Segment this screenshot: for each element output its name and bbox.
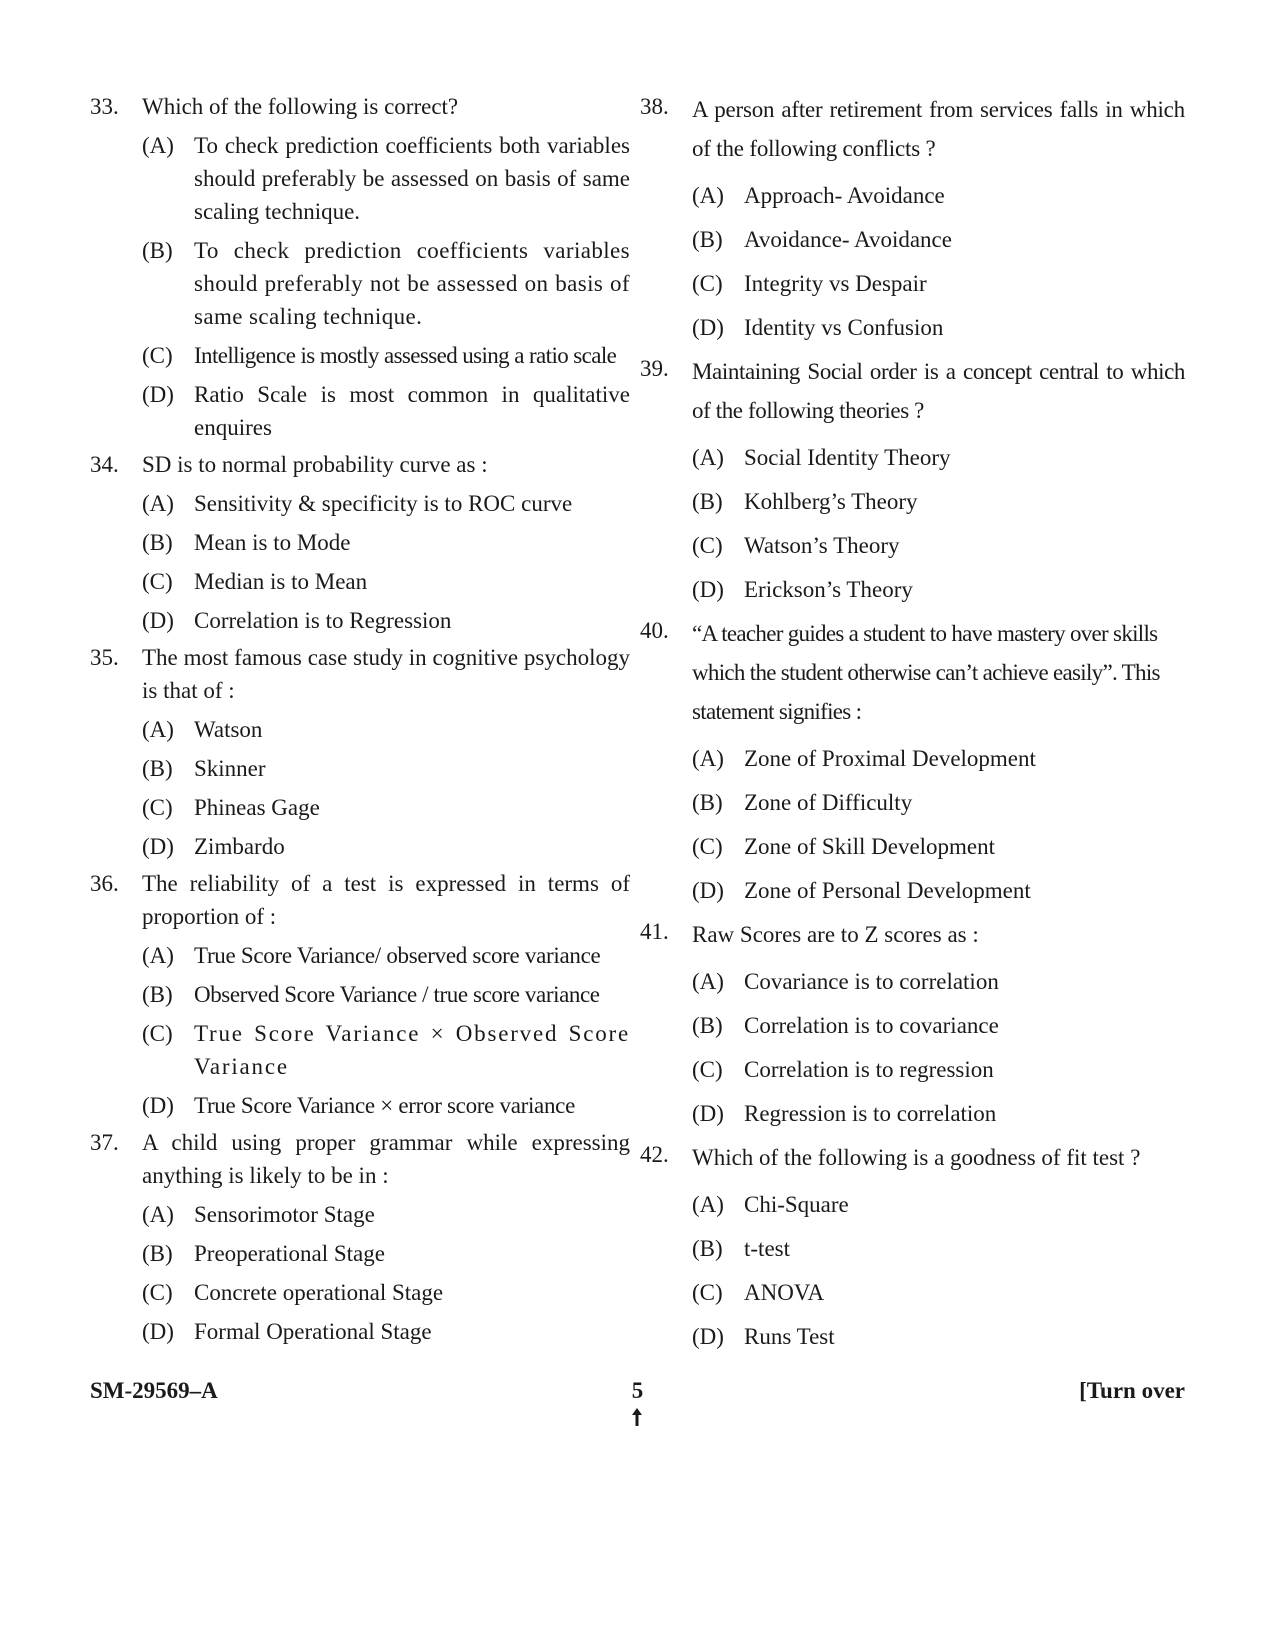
option-text: Regression is to correlation [744, 1101, 997, 1126]
option-label: (D) [692, 1324, 724, 1349]
option-text: Integrity vs Despair [744, 271, 927, 296]
option-a [692, 441, 1185, 474]
question-40 [640, 614, 1185, 907]
turn-over-label: [Turn over [1079, 1378, 1185, 1403]
option-text: t-test [744, 1236, 790, 1261]
option-text: Zone of Proximal Development [744, 746, 1036, 771]
option-label: (D) [692, 878, 724, 903]
option-label: (C) [142, 1280, 173, 1305]
option-text: Approach- Avoidance [744, 183, 945, 208]
option-text: Correlation is to regression [744, 1057, 994, 1082]
option-label: (D) [692, 315, 724, 340]
option-d [692, 311, 1185, 344]
option-d [142, 378, 630, 444]
right-column [640, 90, 1185, 1353]
left-column [90, 90, 630, 1348]
question-35 [90, 641, 630, 863]
option-text: Skinner [194, 756, 266, 781]
question-text: A person after retirement from services falls in which of the following conflicts ? [692, 97, 1185, 161]
option-text: Identity vs Confusion [744, 315, 944, 340]
question-text: Maintaining Social order is a concept central to which of the following theories ? [692, 359, 1185, 423]
option-text: Watson [194, 717, 263, 742]
question-41 [640, 915, 1185, 1130]
question-33 [90, 90, 630, 444]
option-label: (C) [142, 343, 173, 368]
option-label: (C) [692, 834, 723, 859]
option-text: Median is to Mean [194, 569, 368, 594]
option-text: Avoidance- Avoidance [744, 227, 952, 252]
option-text: Social Identity Theory [744, 445, 951, 470]
option-label: (A) [142, 1202, 174, 1227]
option-text: True Score Variance × Observed Score Variance [194, 1021, 630, 1079]
option-b [142, 234, 630, 333]
option-label: (D) [142, 1093, 174, 1118]
question-36 [90, 867, 630, 1122]
option-label: (A) [692, 969, 724, 994]
option-text: Runs Test [744, 1324, 835, 1349]
option-text: Zone of Personal Development [744, 878, 1031, 903]
option-label: (B) [692, 489, 723, 514]
option-text: Concrete operational Stage [194, 1280, 444, 1305]
option-label: (C) [142, 1021, 173, 1046]
option-label: (D) [142, 1319, 174, 1344]
option-d [142, 1089, 630, 1122]
option-c [142, 791, 630, 824]
option-label: (A) [142, 943, 174, 968]
option-d [142, 830, 630, 863]
option-text: Kohlberg’s Theory [744, 489, 918, 514]
option-d [692, 573, 1185, 606]
option-b [692, 223, 1185, 256]
option-text: Correlation is to covariance [744, 1013, 999, 1038]
question-text: The most famous case study in cognitive psychology is that of : [142, 645, 630, 703]
option-b [692, 786, 1185, 819]
question-38 [640, 90, 1185, 344]
option-c [692, 830, 1185, 863]
page-footer [90, 1378, 1185, 1438]
option-c [692, 267, 1185, 300]
option-text: Erickson’s Theory [744, 577, 913, 602]
question-number: 41. [640, 919, 669, 944]
option-label: (D) [692, 1101, 724, 1126]
option-label: (A) [692, 746, 724, 771]
option-c [142, 339, 630, 372]
option-text: Mean is to Mode [194, 530, 351, 555]
option-a [142, 713, 630, 746]
question-number: 34. [90, 452, 119, 477]
option-text: Phineas Gage [194, 795, 320, 820]
option-label: (B) [692, 227, 723, 252]
arrow-up-icon [631, 1408, 643, 1426]
option-text: Correlation is to Regression [194, 608, 452, 633]
option-label: (C) [692, 1057, 723, 1082]
option-text: Zone of Difficulty [744, 790, 913, 815]
option-label: (C) [142, 795, 173, 820]
question-text: “A teacher guides a student to have mastery over skills which the student otherwise can’t achieve easily”. This statement signifies : [692, 621, 1160, 724]
option-b [142, 752, 630, 785]
option-c [142, 565, 630, 598]
option-a [142, 487, 630, 520]
option-d [692, 1320, 1185, 1353]
option-label: (A) [142, 133, 174, 158]
option-d [142, 1315, 630, 1348]
option-text: Sensitivity & specificity is to ROC curve [194, 491, 573, 516]
option-label: (D) [142, 382, 174, 407]
question-34 [90, 448, 630, 637]
option-label: (A) [692, 183, 724, 208]
option-a [142, 129, 630, 228]
question-42 [640, 1138, 1185, 1353]
option-c [692, 1276, 1185, 1309]
option-text: True Score Variance/ observed score variance [194, 943, 601, 968]
option-text: Observed Score Variance / true score variance [194, 982, 600, 1007]
option-label: (A) [692, 445, 724, 470]
option-text: Intelligence is mostly assessed using a ratio scale [194, 343, 617, 368]
option-label: (D) [142, 834, 174, 859]
option-d [692, 874, 1185, 907]
option-label: (C) [692, 1280, 723, 1305]
question-text: The reliability of a test is expressed in terms of proportion of : [142, 871, 630, 929]
option-a [692, 1188, 1185, 1221]
question-37 [90, 1126, 630, 1348]
option-label: (A) [692, 1192, 724, 1217]
option-label: (C) [692, 271, 723, 296]
page-number: 5 [631, 1378, 644, 1403]
option-label: (B) [142, 238, 173, 263]
option-a [142, 1198, 630, 1231]
option-text: Sensorimotor Stage [194, 1202, 375, 1227]
option-label: (B) [142, 530, 173, 555]
option-text: Zimbardo [194, 834, 285, 859]
option-c [142, 1017, 630, 1083]
question-number: 38. [640, 94, 669, 119]
option-text: Formal Operational Stage [194, 1319, 432, 1344]
option-text: Covariance is to correlation [744, 969, 999, 994]
option-label: (C) [692, 533, 723, 558]
question-39 [640, 352, 1185, 606]
option-d [692, 1097, 1185, 1130]
option-text: Ratio Scale is most common in qualitative enquires [194, 382, 630, 440]
option-label: (D) [692, 577, 724, 602]
question-number: 35. [90, 645, 119, 670]
question-text: Which of the following is correct? [142, 94, 459, 119]
option-label: (B) [142, 982, 173, 1007]
question-text: A child using proper grammar while expressing anything is likely to be in : [142, 1130, 630, 1188]
question-number: 33. [90, 94, 119, 119]
option-label: (B) [142, 756, 173, 781]
question-number: 42. [640, 1142, 669, 1167]
question-number: 40. [640, 618, 669, 643]
option-b [692, 1009, 1185, 1042]
question-text: SD is to normal probability curve as : [142, 452, 488, 477]
option-b [692, 1232, 1185, 1265]
option-text: True Score Variance × error score variance [194, 1093, 575, 1118]
option-a [692, 179, 1185, 212]
option-a [692, 742, 1185, 775]
option-text: Watson’s Theory [744, 533, 900, 558]
option-text: Chi-Square [744, 1192, 849, 1217]
option-label: (B) [692, 1013, 723, 1038]
question-number: 37. [90, 1130, 119, 1155]
option-b [692, 485, 1185, 518]
question-text: Raw Scores are to Z scores as : [692, 922, 979, 947]
option-c [692, 1053, 1185, 1086]
question-text: Which of the following is a goodness of fit test ? [692, 1145, 1141, 1170]
option-text: ANOVA [744, 1280, 825, 1305]
option-b [142, 1237, 630, 1270]
option-label: (D) [142, 608, 174, 633]
option-text: Preoperational Stage [194, 1241, 385, 1266]
paper-code: SM-29569–A [90, 1378, 218, 1403]
option-d [142, 604, 630, 637]
option-label: (C) [142, 569, 173, 594]
option-c [692, 529, 1185, 562]
option-a [692, 965, 1185, 998]
option-text: To check prediction coefficients variables should preferably not be assessed on basis of same scaling technique. [194, 238, 630, 329]
option-label: (B) [692, 790, 723, 815]
option-text: Zone of Skill Development [744, 834, 996, 859]
option-label: (A) [142, 717, 174, 742]
question-number: 36. [90, 871, 119, 896]
option-b [142, 978, 630, 1011]
option-b [142, 526, 630, 559]
option-c [142, 1276, 630, 1309]
question-number: 39. [640, 356, 669, 381]
option-text: To check prediction coefficients both variables should preferably be assessed on basis of same scaling technique. [194, 133, 630, 224]
option-label: (B) [142, 1241, 173, 1266]
option-a [142, 939, 630, 972]
option-label: (A) [142, 491, 174, 516]
option-label: (B) [692, 1236, 723, 1261]
